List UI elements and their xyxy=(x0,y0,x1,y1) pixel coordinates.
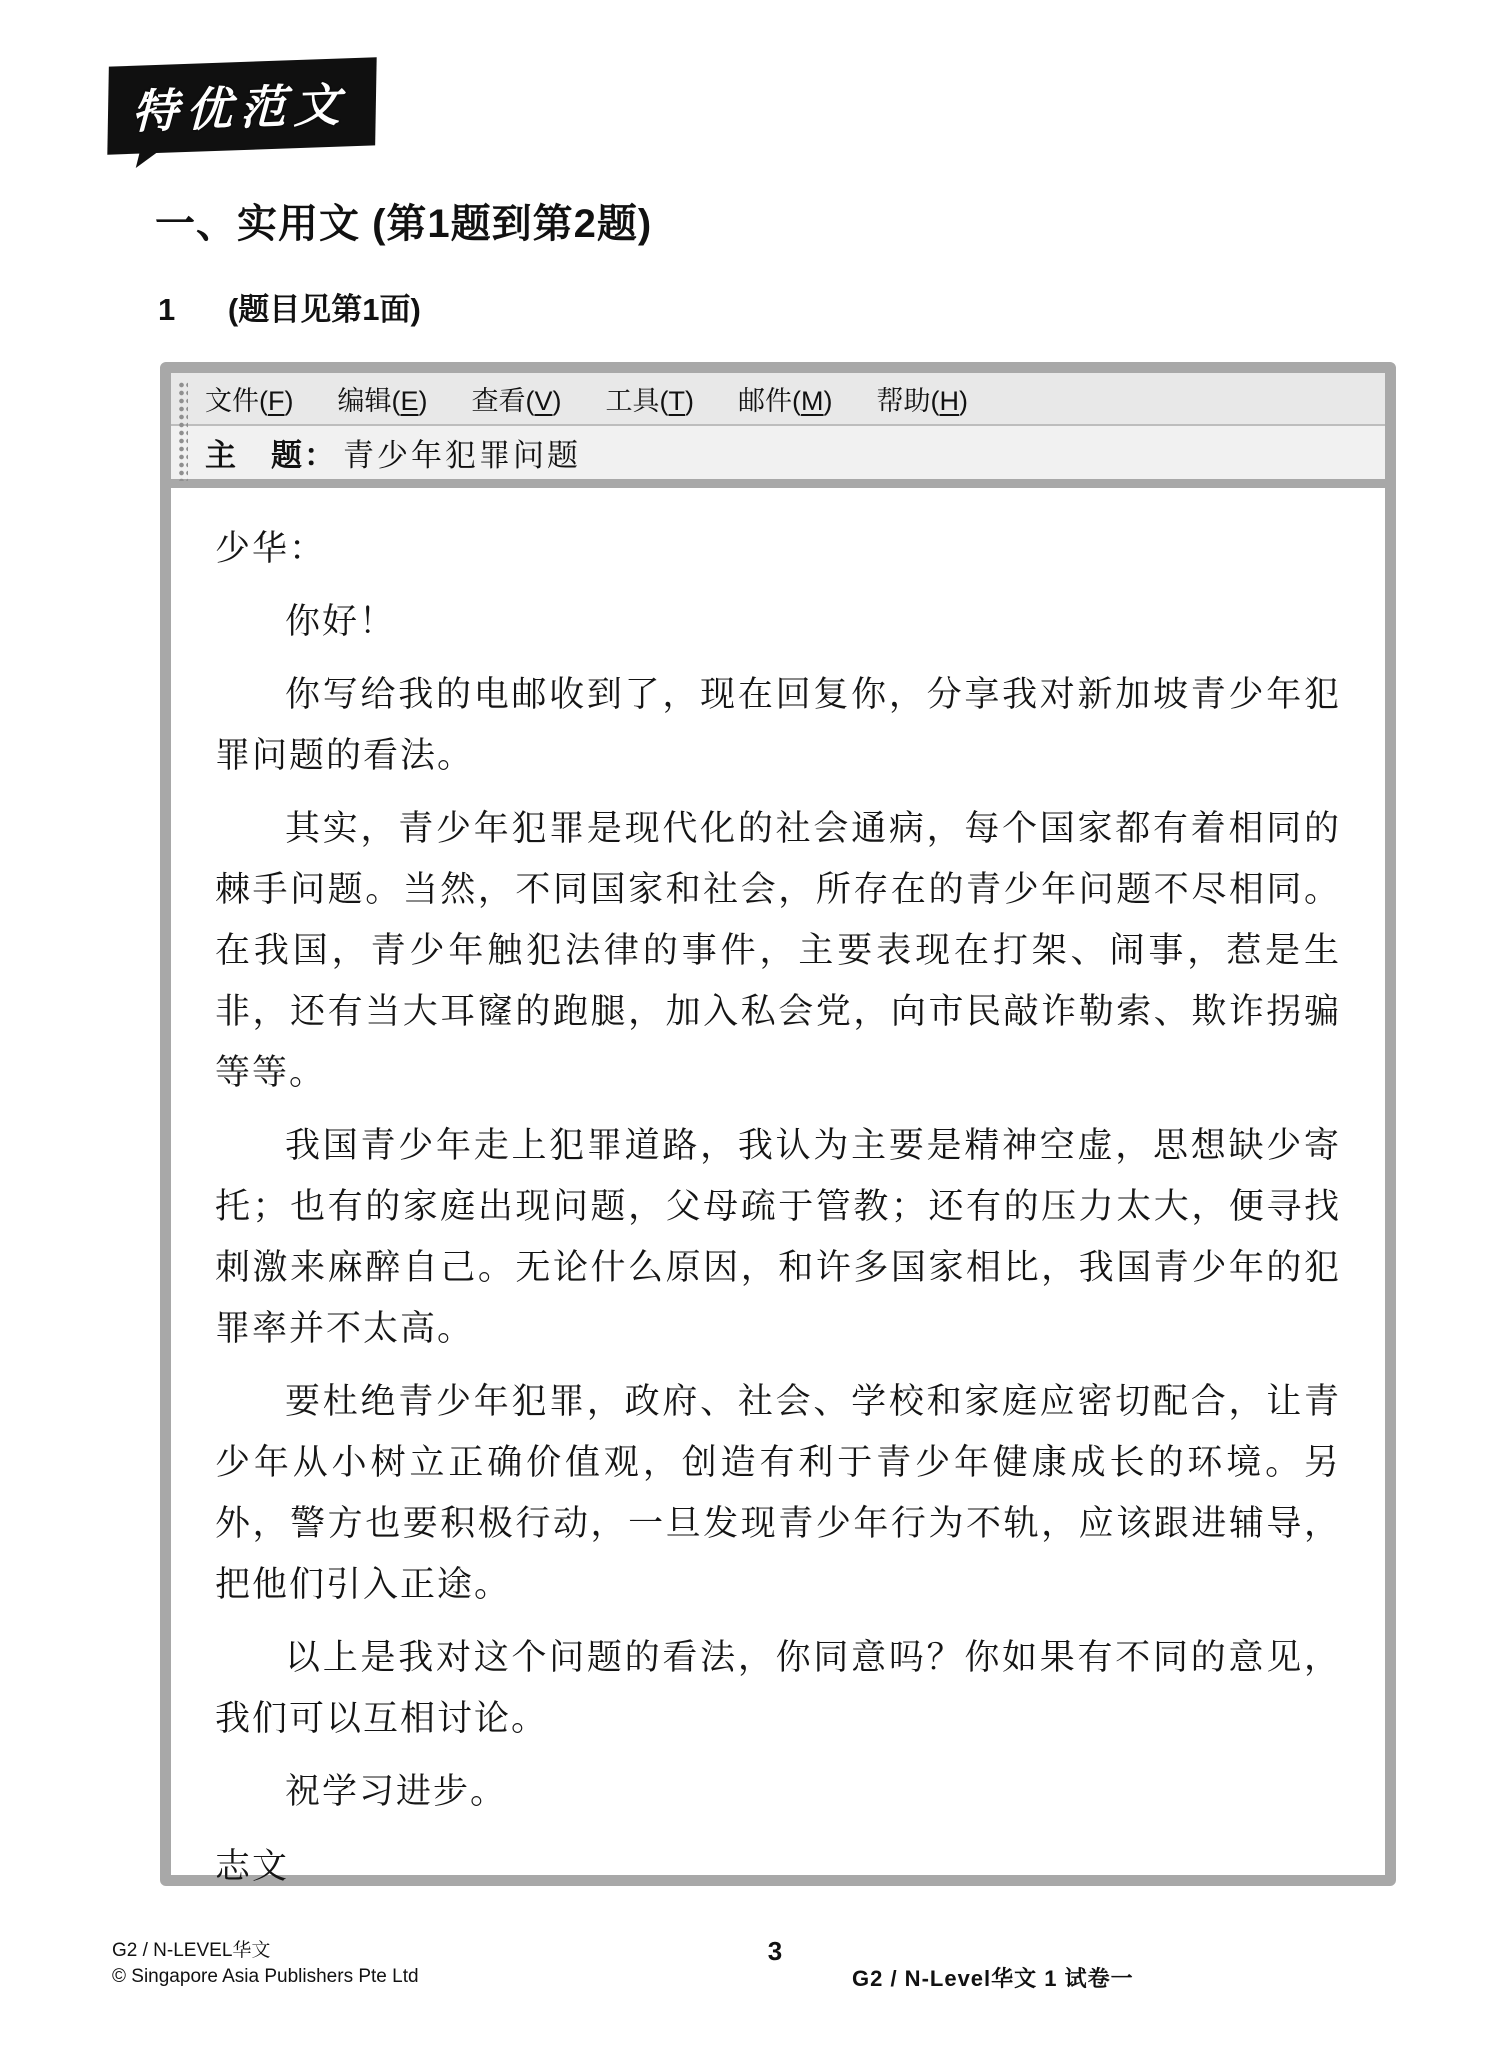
email-paragraph: 祝学习进步。 xyxy=(285,1772,508,1811)
menu-item-h[interactable]: 帮助(H) xyxy=(876,386,969,416)
footer-copyright: © Singapore Asia Publishers Pte Ltd xyxy=(112,1966,419,1987)
footer-right: G2 / N-Level华文 1 试卷一 xyxy=(852,1966,1134,1991)
email-paragraphs xyxy=(215,591,1341,1822)
email-body xyxy=(171,488,1385,1897)
footer-left xyxy=(112,1938,419,1990)
badge-tail xyxy=(136,134,182,168)
email-paragraph: 其实，青少年犯罪是现代化的社会通病，每个国家都有着相同的棘手问题。当然，不同国家和社会，所存在的青少年问题不尽相同。在我国，青少年触犯法律的事件，主要表现在打架、闹事，惹是生非，还有当大耳窿的跑腿，加入私会党，向市民敲诈勒索、欺诈拐骗等等。 xyxy=(215,809,1341,1092)
badge-label: 特优范文 xyxy=(107,57,376,154)
question-number: 1 xyxy=(158,292,176,327)
menu-item-t[interactable]: 工具(T) xyxy=(605,386,695,416)
footer-series-title: G2 / N-LEVEL华文 xyxy=(112,1940,271,1961)
page-number: 3 xyxy=(767,1936,783,1966)
question-line xyxy=(158,284,421,329)
email-paragraph: 你写给我的电邮收到了，现在回复你，分享我对新加坡青少年犯罪问题的看法。 xyxy=(215,675,1341,775)
subject-row xyxy=(171,426,1385,488)
menu-bar xyxy=(171,373,1385,426)
email-window-top xyxy=(171,373,1385,488)
menu-item-m[interactable]: 邮件(M) xyxy=(738,386,833,416)
badge-model-essay xyxy=(108,62,376,150)
email-window xyxy=(160,362,1396,1886)
email-salutation: 少华： xyxy=(215,529,327,568)
subject-label: 主 题： xyxy=(205,438,337,473)
question-note: (题目见第1面) xyxy=(227,292,421,327)
email-paragraph: 我国青少年走上犯罪道路，我认为主要是精神空虚，思想缺少寄托；也有的家庭出现问题，父母疏于管教；还有的压力太大，便寻找刺激来麻醉自己。无论什么原因，和许多国家相比，我国青少年的犯罪率并不太高。 xyxy=(215,1126,1341,1348)
subject-value: 青少年犯罪问题 xyxy=(343,438,581,473)
email-paragraph: 以上是我对这个问题的看法，你同意吗？你如果有不同的意见，我们可以互相讨论。 xyxy=(215,1638,1341,1738)
menu-item-v[interactable]: 查看(V) xyxy=(471,386,562,416)
email-paragraph: 要杜绝青少年犯罪，政府、社会、学校和家庭应密切配合，让青少年从小树立正确价值观，创造有利于青少年健康成长的环境。另外，警方也要积极行动，一旦发现青少年行为不轨，应该跟进辅导，把他们引入正途。 xyxy=(215,1382,1341,1604)
menu-item-f[interactable]: 文件(F) xyxy=(205,386,294,416)
menu-drag-handle[interactable] xyxy=(178,381,188,481)
email-signature: 志文 xyxy=(215,1847,290,1886)
menu-item-e[interactable]: 编辑(E) xyxy=(337,386,428,416)
section-heading: 一、实用文 (第1题到第2题) xyxy=(155,202,653,246)
email-paragraph: 你好！ xyxy=(285,602,397,641)
